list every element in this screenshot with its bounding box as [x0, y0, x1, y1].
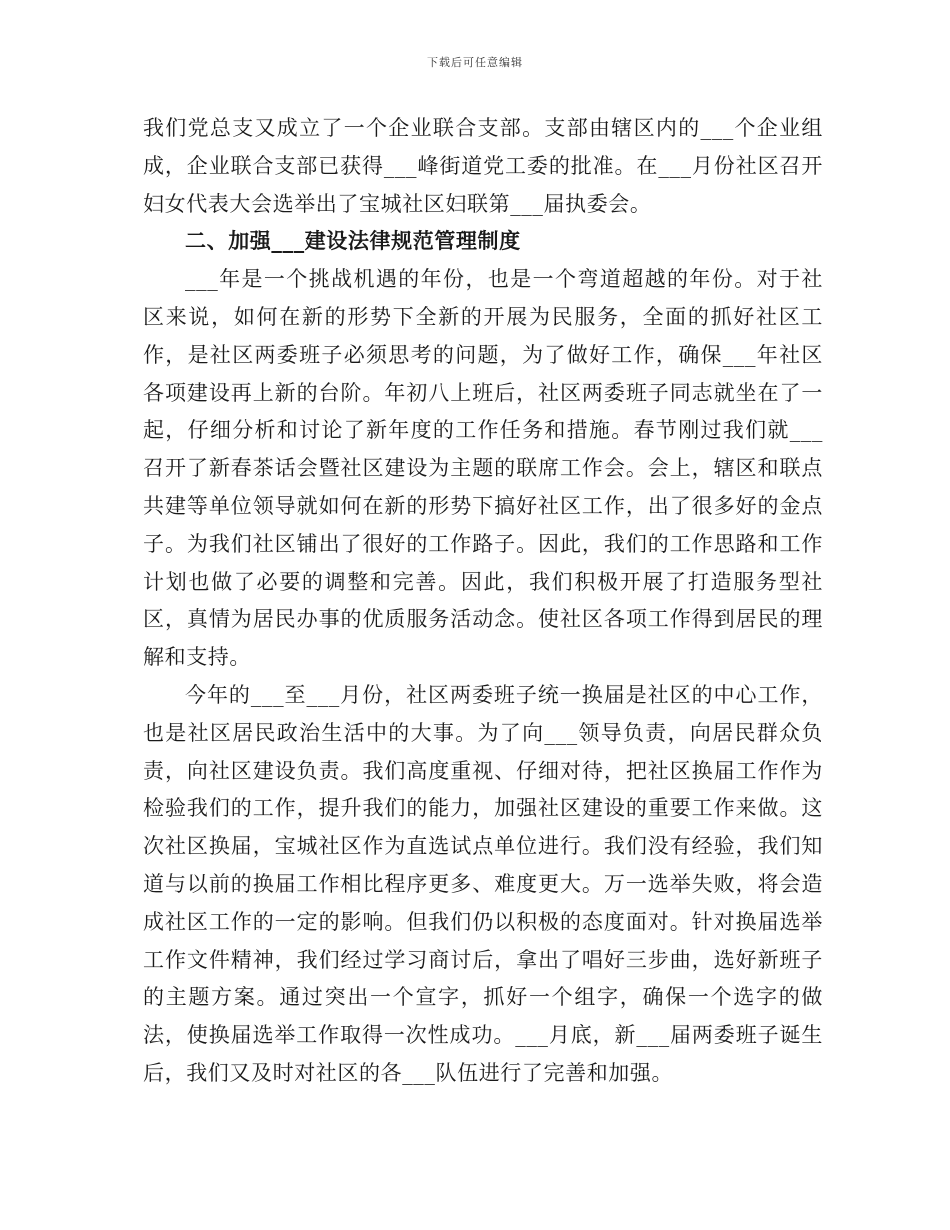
paragraph-enterprise-branch: 我们党总支又成立了一个企业联合支部。支部由辖区内的___个企业组成，企业联合支部已获得___峰街道党工委的批准。在___月份社区召开妇女代表大会选举出了宝城社区妇联第___届执委会。 — [143, 116, 823, 216]
page-header: 下载后可任意编辑 — [427, 56, 523, 69]
section-heading: 二、加强___建设法律规范管理制度 — [185, 229, 521, 254]
document-body — [143, 110, 823, 1093]
paragraph-year-challenge: ___年是一个挑战机遇的年份，也是一个弯道超越的年份。对于社区来说，如何在新的形势下全新的开展为民服务，全面的抓好社区工作，是社区两委班子必须思考的问题，为了做好工作，确保___年社区各项建设再上新的台阶。年初八上班后，社区两委班子同志就坐在了一起，仔细分析和讨论了新年度的工作任务和措施。春节刚过我们就___召开了新春茶话会暨社区建设为主题的联席工作会。会上，辖区和联点共建等单位领导就如何在新的形势下搞好社区工作，出了很多好的金点子。为我们社区铺出了很好的工作路子。因此，我们的工作思路和工作计划也做了必要的调整和完善。因此，我们积极开展了打造服务型社区，真情为居民办事的优质服务活动念。使社区各项工作得到居民的理解和支持。 — [143, 267, 823, 670]
paragraph-election: 今年的___至___月份，社区两委班子统一换届是社区的中心工作，也是社区居民政治生活中的大事。为了向___领导负责，向居民群众负责，向社区建设负责。我们高度重视、仔细对待，把社区换届工作作为检验我们的工作，提升我们的能力，加强社区建设的重要工作来做。这次社区换届，宝城社区作为直选试点单位进行。我们没有经验，我们知道与以前的换届工作相比程序更多、难度更大。万一选举失败，将会造成社区工作的一定的影响。但我们仍以积极的态度面对。针对换届选举工作文件精神，我们经过学习商讨后，拿出了唱好三步曲，选好新班子的主题方案。通过突出一个宣字，抓好一个组字，确保一个选字的做法，使换届选举工作取得一次性成功。___月底，新___届两委班子诞生后，我们又及时对社区的各___队伍进行了完善和加强。 — [143, 682, 823, 1085]
